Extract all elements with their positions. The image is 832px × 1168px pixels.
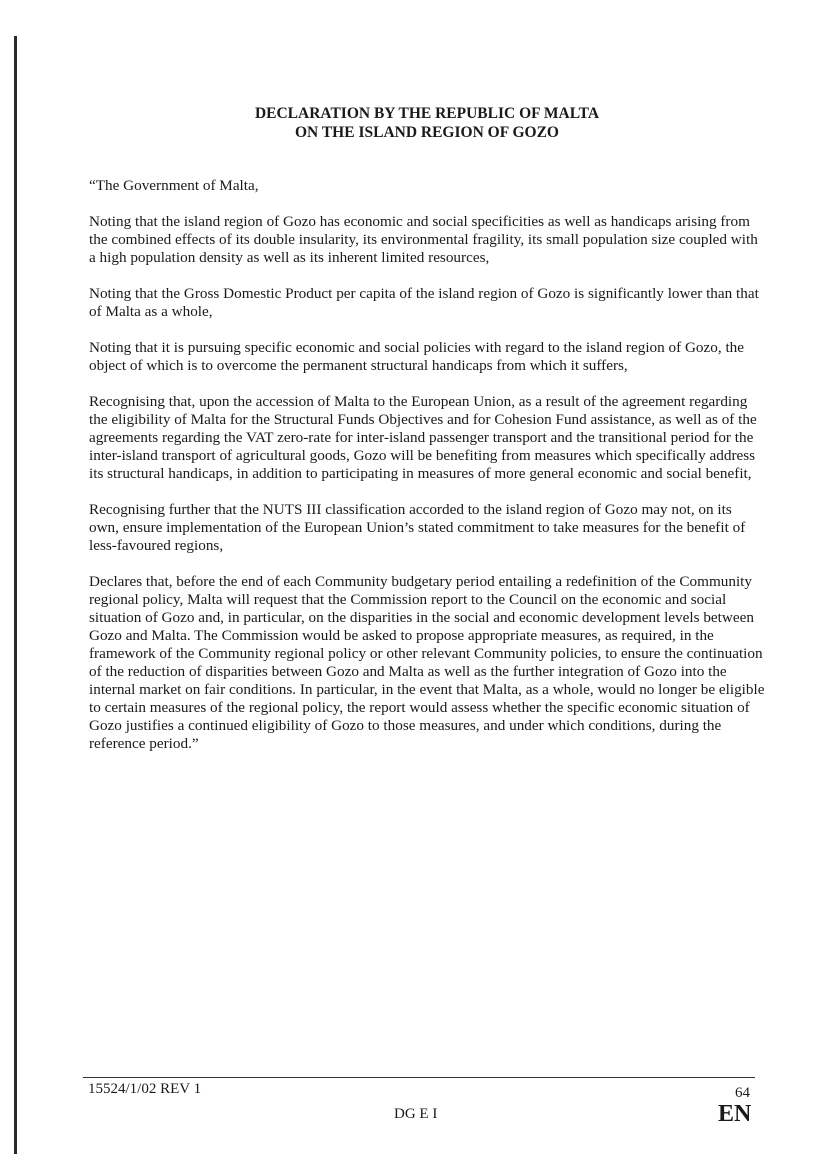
title-line-2: ON THE ISLAND REGION OF GOZO — [295, 124, 559, 141]
footer-divider — [83, 1077, 755, 1078]
declaration-body — [89, 177, 765, 771]
declaration-title — [0, 104, 832, 142]
title-line-1: DECLARATION BY THE REPUBLIC OF MALTA — [254, 105, 600, 122]
paragraph-declares: Declares that, before the end of each Community budgetary period entailing a redefinition of the Community regional policy, Malta will request that the Commission report to the Council on the economic and social situation of Gozo and, in particular, on the disparities in the social and economic development levels between Gozo and Malta. The Commission would be asked to propose appropriate measures, as required, in the framework of the Community regional policy or other relevant Community policies, to ensure the continuation of the reduction of disparities between Gozo and Malta as well as the further integration of Gozo into the internal market on fair conditions. In particular, in the event that Malta, as a whole, would no longer be eligible to certain measures of the regional policy, the report would assess whether the specific economic situation of Gozo justifies a continued eligibility of Gozo to those measures, and under which conditions, during the reference period.” — [89, 573, 765, 752]
scan-edge-line — [14, 36, 17, 1154]
paragraph-noting-specificities: Noting that the island region of Gozo has economic and social specificities as well as handicaps arising from the combined effects of its double insularity, its environmental fragility, its small population size coupled with a high population density as well as its inherent limited resources, — [89, 213, 758, 266]
paragraph-opening: “The Government of Malta, — [89, 177, 259, 194]
paragraph-noting-policies: Noting that it is pursuing specific economic and social policies with regard to the island region of Gozo, the object of which is to overcome the permanent structural handicaps from which it suffers, — [89, 339, 745, 374]
paragraph-recognising-nuts: Recognising further that the NUTS III classification accorded to the island region of Gozo may not, on its own, ensure implementation of the European Union’s stated commitment to take measures for the benefit of less-favoured regions, — [89, 501, 746, 554]
language-code: EN — [718, 1101, 752, 1127]
paragraph-recognising-accession: Recognising that, upon the accession of Malta to the European Union, as a result of the agreement regarding the eligibility of Malta for the Structural Funds Objectives and for Cohesion Fund assistance, as well as of the agreements regarding the VAT zero-rate for inter-island passenger transport and the transitional period for the inter-island transport of agricultural goods, Gozo will be benefiting from measures which specifically address its structural handicaps, in addition to participating in measures of more general economic and social benefit, — [89, 393, 757, 482]
paragraph-noting-gdp: Noting that the Gross Domestic Product per capita of the island region of Gozo is significantly lower than that of Malta as a whole, — [89, 285, 759, 320]
document-reference: 15524/1/02 REV 1 — [88, 1081, 202, 1097]
page-number: 64 — [735, 1085, 750, 1101]
department-code: DG E I — [394, 1106, 438, 1122]
